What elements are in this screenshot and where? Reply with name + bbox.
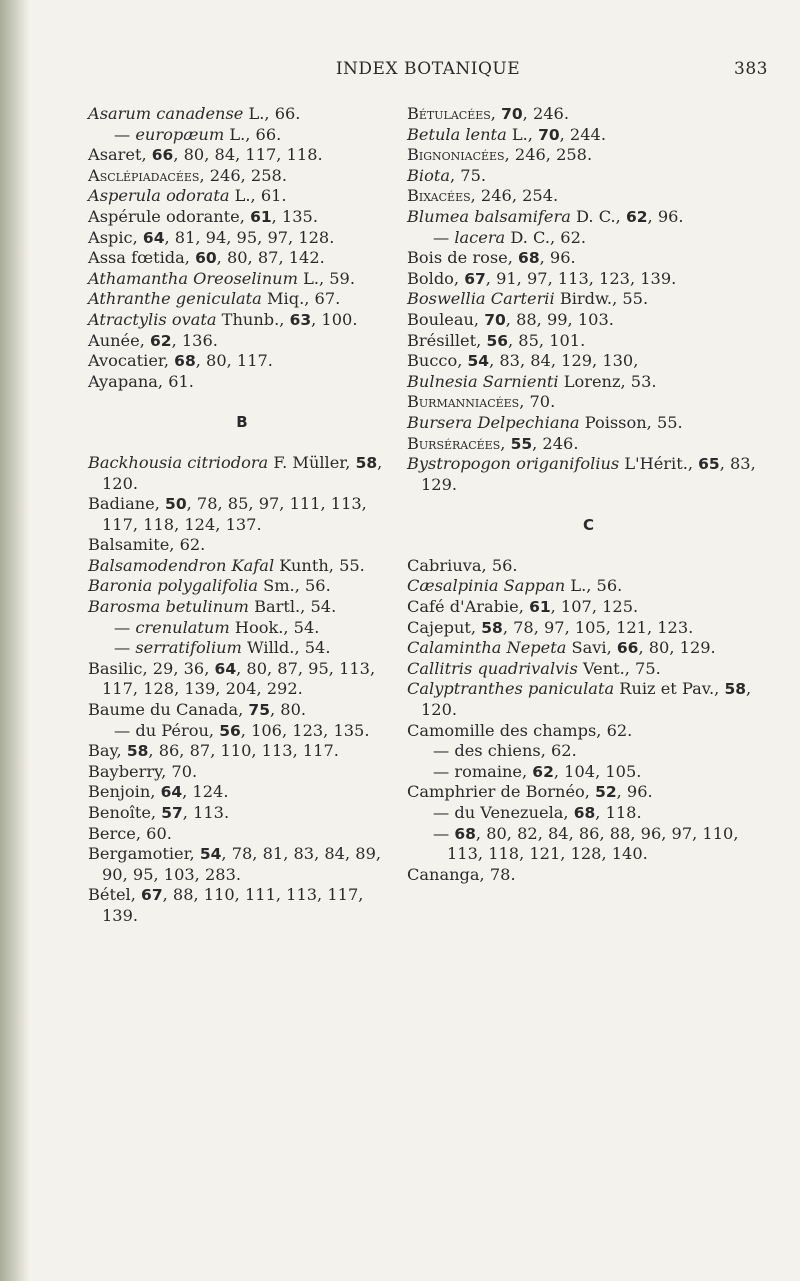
index-entry: Burséracées, 55, 246. [407, 433, 579, 453]
index-entry: Assa fœtida, 60, 80, 87, 142. [88, 248, 325, 268]
index-entry: Blumea balsamifera D. C., 62, 96. [407, 206, 684, 226]
index-entry: Bétulacées, 70, 246. [407, 104, 570, 123]
index-entry: Aspic, 64, 81, 94, 95, 97, 128. [88, 227, 335, 247]
index-subentry: — serratifolium Willd., 54. [114, 638, 331, 658]
index-entry: Bayberry, 70. [88, 761, 198, 781]
index-entry: Baume du Canada, 75, 80. [88, 700, 307, 720]
index-entry: Callitris quadrivalvis Vent., 75. [407, 658, 661, 678]
index-entry: Bixacées, 246, 254. [407, 186, 559, 206]
index-entry: Aunée, 62, 136. [88, 330, 218, 350]
page-number: 383 [734, 59, 768, 79]
index-entry: Camphrier de Bornéo, 52, 96. [407, 782, 653, 802]
index-subentry: — du Pérou, 56, 106, 123, 135. [114, 720, 370, 740]
index-entry: Boswellia Carterii Birdw., 55. [407, 289, 649, 309]
index-subentry: — 68, 80, 82, 84, 86, 88, 96, 97, 110, 113, 118, 121, 128, 140. [433, 823, 739, 864]
index-entry: Backhousia citriodora F. Müller, 58, 120. [88, 452, 383, 493]
index-entry: Athranthe geniculata Miq., 67. [88, 289, 341, 309]
index-entry: Calyptranthes paniculata Ruiz et Pav., 58, 120. [407, 679, 752, 720]
section-letter: C [582, 516, 594, 535]
index-entry: Asaret, 66, 80, 84, 117, 118. [88, 145, 323, 165]
index-entry: Bergamotier, 54, 78, 81, 83, 84, 89, 90, 95, 103, 283. [88, 844, 382, 884]
index-entry: Bulnesia Sarnienti Lorenz, 53. [407, 371, 657, 391]
index-subentry: — du Venezuela, 68, 118. [433, 803, 642, 822]
index-entry: Bouleau, 70, 88, 99, 103. [407, 309, 614, 329]
index-entry: Bystropogon origanifolius L'Hérit., 65, 83, 129. [407, 454, 756, 494]
index-entry: Ayapana, 61. [88, 371, 194, 391]
index-entry: Asarum canadense L., 66. [88, 104, 301, 123]
index-subentry: — crenulatum Hook., 54. [114, 617, 320, 637]
index-entry: Atractylis ovata Thunb., 63, 100. [88, 309, 358, 329]
index-entry: Benjoin, 64, 124. [88, 782, 229, 802]
index-subentry: — lacera D. C., 62. [433, 227, 587, 247]
index-entry: Café d'Arabie, 61, 107, 125. [407, 597, 639, 617]
index-entry: Cananga, 78. [407, 864, 516, 884]
index-entry: Boldo, 67, 91, 97, 113, 123, 139. [407, 268, 677, 288]
index-entry: Camomille des champs, 62. [407, 720, 633, 740]
index-subentry: — des chiens, 62. [433, 741, 577, 761]
index-entry: Bétel, 67, 88, 110, 111, 113, 117, 139. [88, 885, 364, 925]
index-column-right [407, 104, 770, 885]
index-entry: Berce, 60. [88, 823, 172, 843]
index-entry: Betula lenta L., 70, 244. [407, 124, 606, 144]
index-entry: Biota, 75. [407, 165, 487, 185]
page-header [88, 59, 768, 83]
index-entry: Calamintha Nepeta Savi, 66, 80, 129. [407, 638, 716, 658]
index-entry: Brésillet, 56, 85, 101. [407, 330, 586, 350]
index-entry: Bucco, 54, 83, 84, 129, 130, [407, 351, 639, 371]
index-subentry: — europæum L., 66. [114, 124, 282, 144]
scan-edge-shadow [0, 0, 30, 1281]
index-entry: Aspérule odorante, 61, 135. [88, 206, 318, 226]
running-title: INDEX BOTANIQUE [335, 59, 521, 79]
index-entry: Barosma betulinum Bartl., 54. [88, 597, 337, 617]
index-entry: Bois de rose, 68, 96. [407, 248, 576, 268]
index-entry: Avocatier, 68, 80, 117. [88, 351, 273, 371]
index-entry: Asperula odorata L., 61. [88, 186, 287, 206]
index-column-left [88, 104, 396, 927]
index-entry: Basilic, 29, 36, 64, 80, 87, 95, 113, 117, 128, 139, 204, 292. [88, 658, 376, 699]
index-entry: Badiane, 50, 78, 85, 97, 111, 113, 117, 118, 124, 137. [88, 494, 367, 534]
index-entry: Asclépiadacées, 246, 258. [88, 165, 287, 185]
index-entry: Bay, 58, 86, 87, 110, 113, 117. [88, 741, 339, 761]
index-entry: Athamantha Oreoselinum L., 59. [88, 268, 355, 288]
index-entry: Burmanniacées, 70. [407, 392, 556, 412]
index-entry: Cajeput, 58, 78, 97, 105, 121, 123. [407, 617, 694, 637]
index-entry: Balsamite, 62. [88, 535, 206, 555]
index-entry: Balsamodendron Kafal Kunth, 55. [88, 555, 365, 575]
index-entry: Benoîte, 57, 113. [88, 803, 230, 822]
section-letter: B [236, 413, 248, 432]
index-entry: Baronia polygalifolia Sm., 56. [88, 576, 331, 596]
index-entry: Cæsalpinia Sappan L., 56. [407, 576, 623, 596]
index-subentry: — romaine, 62, 104, 105. [433, 761, 642, 781]
index-entry: Bursera Delpechiana Poisson, 55. [407, 412, 683, 432]
index-entry: Cabriuva, 56. [407, 555, 518, 575]
index-entry: Bignoniacées, 246, 258. [407, 145, 593, 165]
